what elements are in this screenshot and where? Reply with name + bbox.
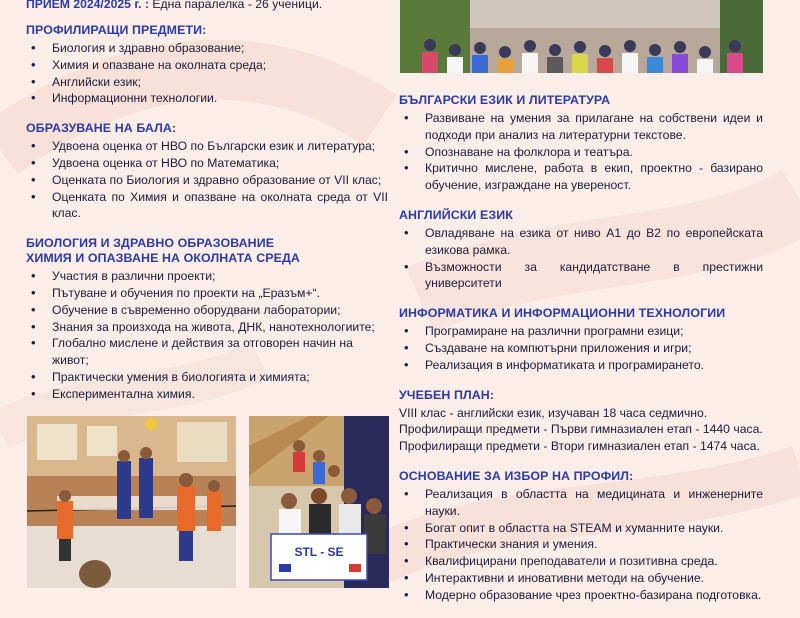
list-item: • Пътуване и обучения по проекти на „Еразъм+“.	[26, 285, 388, 302]
bulgarian-list	[399, 110, 763, 194]
admission-line	[26, 0, 388, 11]
list-item: • Възможности за кандидатстване в престижни университети	[399, 259, 763, 293]
informatics-title: ИНФОРМАТИКА И ИНФОРМАЦИОННИ ТЕХНОЛОГИИ	[399, 306, 726, 321]
list-item: • Знания за произхода на живота, ДНК, нанотехнологиите;	[26, 319, 388, 336]
volleyball-photo	[27, 416, 236, 588]
list-item: • Създаване на компютърни приложения и игри;	[399, 340, 763, 357]
admission-text: Една паралелка - 26 ученици.	[149, 0, 323, 11]
list-item: • Биология и здравно образование;	[26, 40, 388, 57]
plan-line: Профилиращи предмети - Втори гимназиален етап - 1474 часа.	[399, 439, 760, 454]
list-item: • Развиване на умения за прилагане на собствени идеи и подходи при анализ на литературни текстове.	[399, 110, 763, 144]
plan-title: УЧЕБЕН ПЛАН:	[399, 387, 495, 402]
english-title: АНГЛИЙСКИ ЕЗИК	[399, 207, 513, 222]
biology-title-line2: ХИМИЯ И ОПАЗВАНЕ НА ОКОЛНАТА СРЕДА	[26, 251, 300, 266]
admission-label: ПРИЕМ 2024/2025 г. :	[26, 0, 149, 11]
plan-text	[399, 405, 763, 455]
list-item: • Информационни технологии.	[26, 90, 388, 107]
bulgarian-title: БЪЛГАРСКИ ЕЗИК И ЛИТЕРАТУРА	[399, 93, 611, 107]
banner-text: STL - SE	[294, 545, 344, 559]
list-item: • Овладяване на езика от ниво А1 до В2 по европейската езикова рамка.	[399, 225, 763, 259]
list-item: • Експериментална химия.	[26, 386, 388, 403]
list-item: • Английски език;	[26, 74, 388, 91]
plan-line: VIII клас - английски език, изучаван 18 часа седмично.	[399, 405, 708, 420]
list-item: • Удвоена оценка от НВО по Математика;	[26, 155, 388, 172]
list-item: • Реализация в областта на медицината и инженерните науки.	[399, 486, 763, 520]
informatics-list	[399, 323, 763, 373]
reasons-title: ОСНОВАНИЕ ЗА ИЗБОР НА ПРОФИЛ:	[399, 468, 634, 483]
list-item: • Богат опит в областта на STEAM и хуманните науки.	[399, 520, 763, 537]
list-item: • Интерактивни и иновативни методи на обучение.	[399, 570, 763, 587]
list-item: • Удвоена оценка от НВО по Български език и литература;	[26, 138, 388, 155]
profile-subjects-title: ПРОФИЛИРАЩИ ПРЕДМЕТИ:	[26, 23, 207, 37]
list-item: • Участия в различни проекти;	[26, 268, 388, 285]
list-item: • Глобално мислене и действия за отговорен начин на живот;	[26, 335, 388, 369]
reasons-list	[399, 486, 763, 604]
list-item: • Химия и опазване на околната среда;	[26, 57, 388, 74]
profile-subjects-list	[26, 40, 388, 107]
list-item: • Оценката по Биология и здравно образование от VII клас;	[26, 172, 388, 189]
school-yard-photo	[400, 0, 763, 73]
right-column	[399, 93, 763, 618]
left-column	[26, 0, 388, 417]
list-item: • Реализация в информатиката и програмирането.	[399, 357, 763, 374]
score-title: ОБРАЗУВАНЕ НА БАЛА:	[26, 121, 177, 136]
list-item: • Програмиране на различни програмни езици;	[399, 323, 763, 340]
list-item: • Модерно образование чрез проектно-базирана подготовка.	[399, 587, 763, 604]
english-list	[399, 225, 763, 292]
student-group-photo	[249, 416, 389, 588]
list-item: • Опознаване на фолклора и театъра.	[399, 144, 763, 161]
list-item: • Критично мислене, работа в екип, проектно - базирано обучение, изграждане на увереност.	[399, 160, 763, 194]
plan-line: Профилиращи предмети - Първи гимназиален етап - 1440 часа.	[399, 422, 763, 437]
list-item: • Квалифицирани преподаватели и позитивна среда.	[399, 553, 763, 570]
list-item: • Практически умения в биологията и химията;	[26, 369, 388, 386]
list-item: • Оценката по Химия и опазване на околната среда от VII клас.	[26, 189, 388, 223]
list-item: • Обучение в съвременно оборудвани лаборатории;	[26, 302, 388, 319]
biology-title-line1: БИОЛОГИЯ И ЗДРАВНО ОБРАЗОВАНИЕ	[26, 236, 275, 251]
biology-list	[26, 268, 388, 402]
score-list	[26, 138, 388, 222]
list-item: • Практически знания и умения.	[399, 536, 763, 553]
